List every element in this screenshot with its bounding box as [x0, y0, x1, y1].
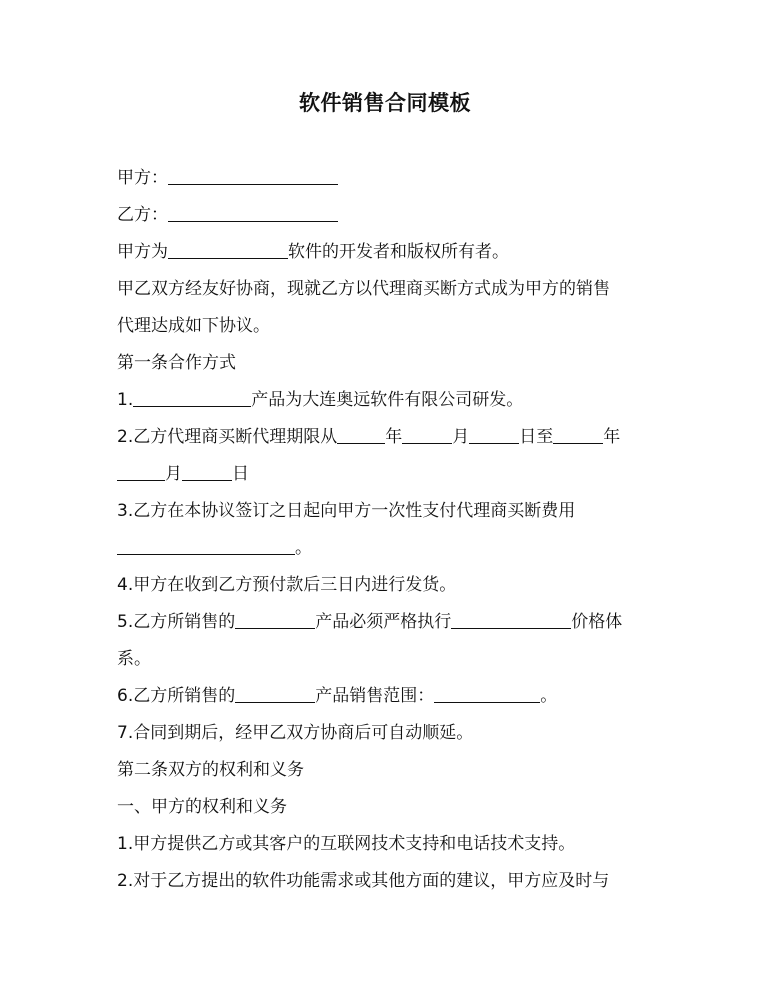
party-b-label: 乙方： — [117, 205, 168, 225]
text-segment: 日 — [232, 464, 249, 484]
clause-7: 7.合同到期后，经甲乙双方协商后可自动顺延。 — [117, 723, 474, 743]
text-segment: 月 — [165, 464, 182, 484]
clause-2 — [117, 425, 657, 449]
party-b-blank — [168, 203, 338, 222]
party-a-line — [117, 166, 657, 190]
party-a-blank — [168, 166, 338, 185]
paragraph-line: 1.甲方提供乙方或其客户的互联网技术支持和电话技术支持。 — [117, 834, 576, 854]
start-year-blank — [337, 425, 385, 444]
text-segment: 月 — [452, 427, 470, 447]
price-system-blank — [451, 610, 571, 629]
product-blank-6 — [235, 684, 315, 703]
subsection-heading: 一、甲方的权利和义务 — [117, 797, 287, 817]
start-day-blank — [469, 425, 519, 444]
start-month-blank — [402, 425, 452, 444]
text-segment: 5.乙方所销售的 — [117, 612, 236, 632]
paragraph-line: 代理达成如下协议。 — [117, 316, 270, 336]
text-segment: 年 — [385, 427, 403, 447]
clause-3: 3.乙方在本协议签订之日起向甲方一次性支付代理商买断费用 — [117, 501, 576, 521]
product-blank — [133, 388, 251, 407]
end-year-blank — [553, 425, 603, 444]
clause-5 — [117, 610, 657, 634]
fee-blank — [117, 536, 295, 555]
text-segment: 甲方为 — [117, 242, 168, 262]
clause-1 — [117, 388, 657, 412]
section-heading: 第二条双方的权利和义务 — [117, 760, 304, 780]
paragraph-line: 甲乙双方经友好协商，现就乙方以代理商买断方式成为甲方的销售 — [117, 279, 610, 299]
sales-range-blank — [434, 684, 540, 703]
text-segment: 2.乙方代理商买断代理期限从 — [117, 427, 338, 447]
document-title: 软件销售合同模板 — [299, 91, 471, 115]
party-b-line — [117, 203, 657, 227]
text-segment: 产品必须严格执行 — [315, 612, 452, 632]
text-segment: 软件的开发者和版权所有者。 — [288, 242, 509, 262]
developer-line — [117, 240, 657, 264]
text-segment: 产品销售范围： — [315, 686, 435, 706]
software-name-blank — [168, 240, 288, 259]
product-blank-5 — [235, 610, 315, 629]
text-segment: 。 — [540, 686, 558, 706]
party-a-label: 甲方： — [117, 168, 168, 188]
end-day-blank — [182, 462, 232, 481]
text-segment: 年 — [603, 427, 621, 447]
section-heading: 第一条合作方式 — [117, 353, 236, 373]
paragraph-line: 2.对于乙方提出的软件功能需求或其他方面的建议，甲方应及时与 — [117, 871, 610, 891]
text-segment: 价格体 — [571, 612, 623, 632]
clause-6 — [117, 684, 657, 708]
text-segment: 。 — [295, 538, 312, 558]
text-segment: 1. — [117, 390, 134, 410]
clause-3-continued — [117, 536, 657, 560]
text-segment: 日至 — [519, 427, 554, 447]
clause-4: 4.甲方在收到乙方预付款后三日内进行发货。 — [117, 575, 457, 595]
end-month-blank — [117, 462, 165, 481]
text-segment: 6.乙方所销售的 — [117, 686, 236, 706]
clause-2-continued — [117, 462, 657, 486]
clause-5-continued: 系。 — [117, 649, 151, 669]
text-segment: 产品为大连奥远软件有限公司研发。 — [251, 390, 524, 410]
